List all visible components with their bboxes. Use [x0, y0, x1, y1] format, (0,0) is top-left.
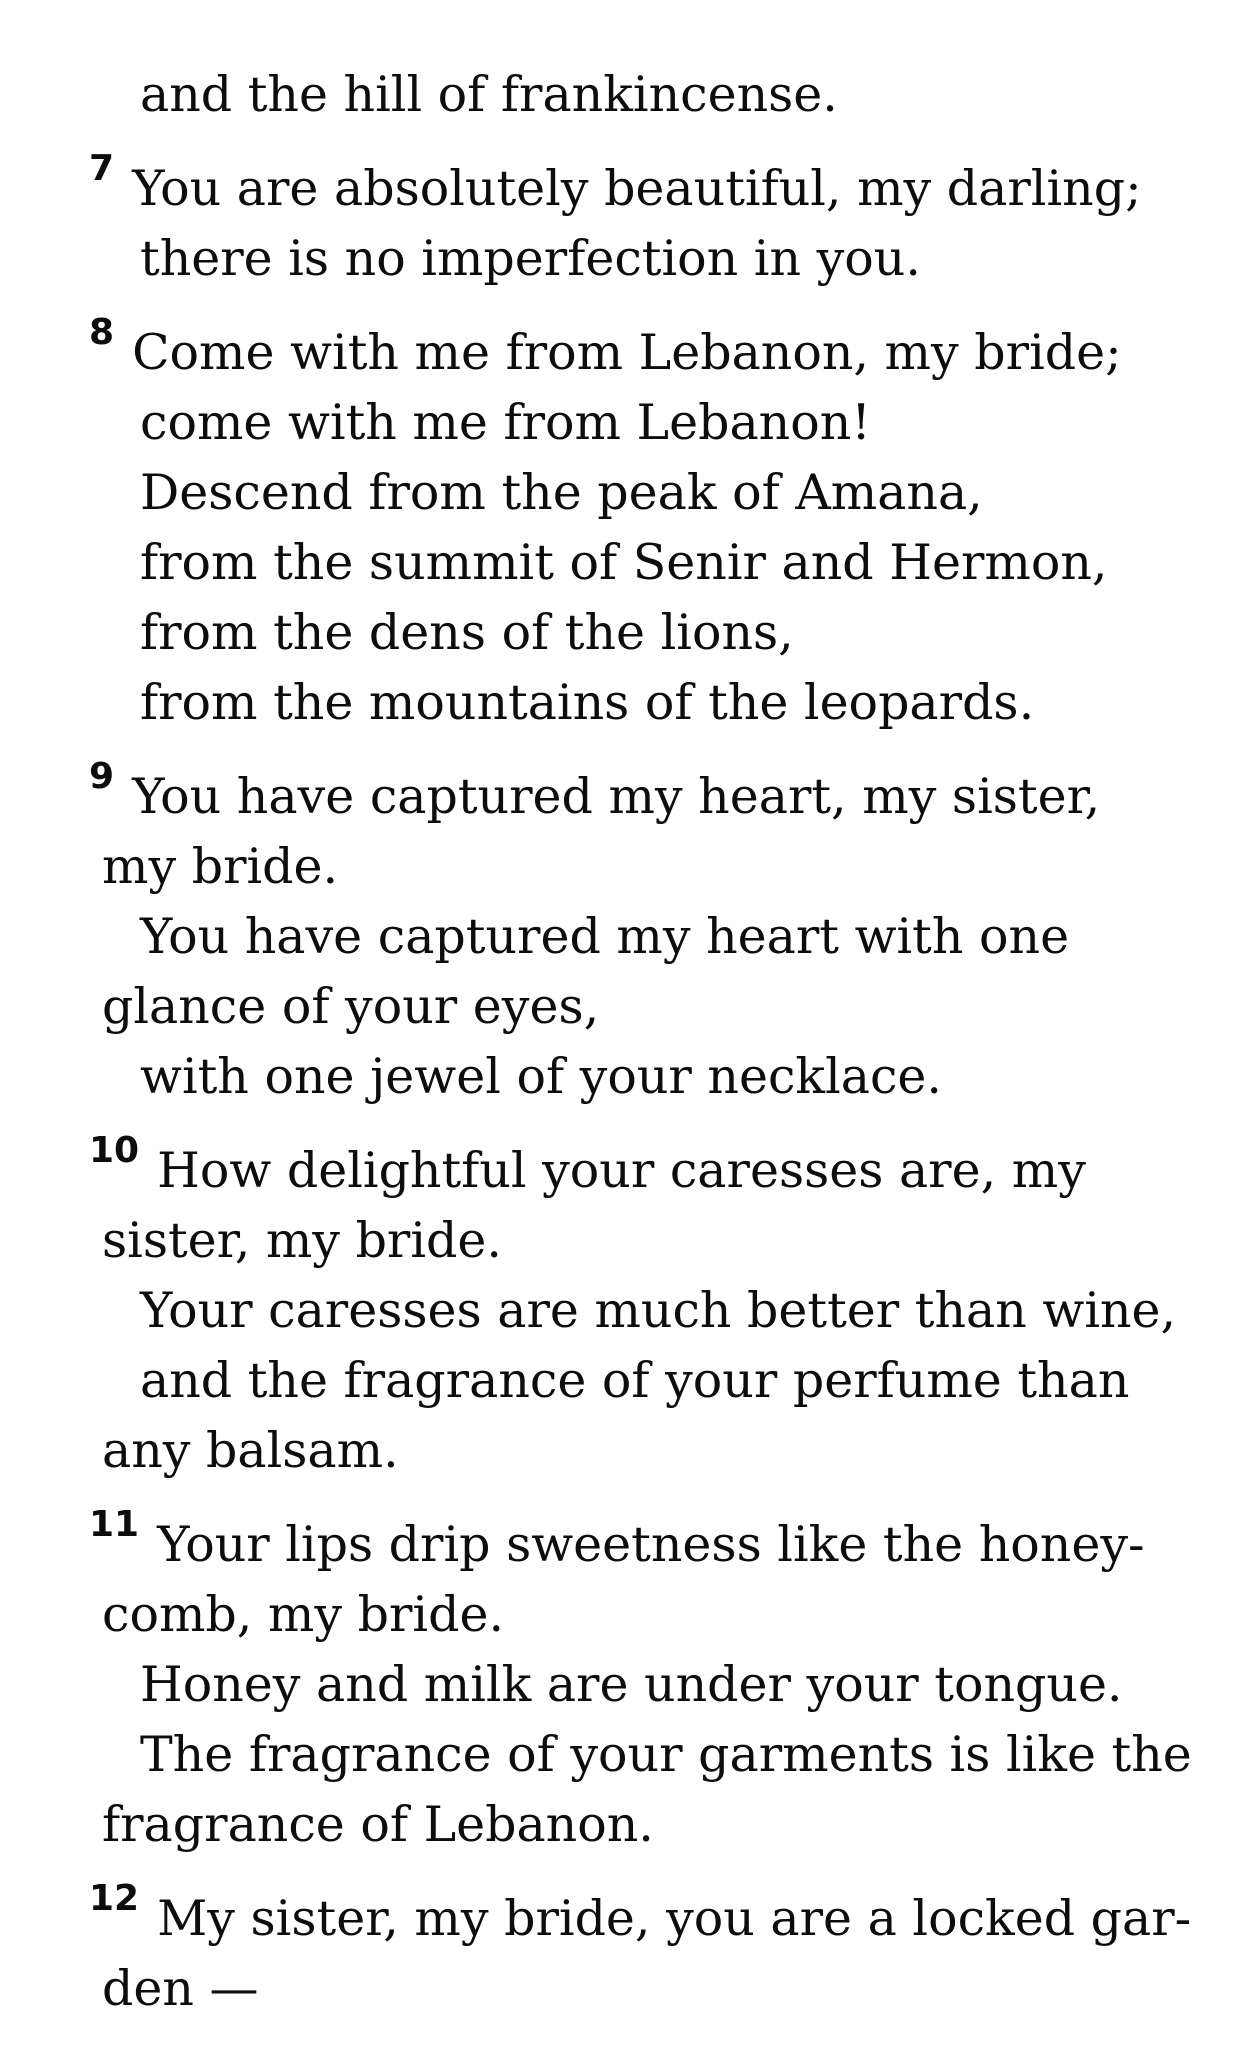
verse-text: there is no imperfection in you.: [140, 230, 921, 287]
poetry-line-verse-start: [0, 1504, 1212, 1580]
verse-text: Descend from the peak of Amana,: [140, 464, 983, 521]
verse-number: 7: [89, 148, 115, 189]
poetry-line: [0, 598, 1212, 668]
verse-number: 10: [89, 1130, 140, 1171]
verse-text: Your lips drip sweetness like the honey-: [157, 1516, 1145, 1573]
poetry-line: [0, 668, 1212, 738]
verse-number: 9: [89, 756, 115, 797]
verse-text: You have captured my heart, my sister,: [132, 768, 1101, 825]
verse-text: Your caresses are much better than wine,: [140, 1282, 1177, 1339]
verse-text: from the mountains of the leopards.: [140, 674, 1035, 731]
verse-number: 8: [89, 312, 115, 353]
verse-text: You are absolutely beautiful, my darling;: [132, 160, 1142, 217]
verse-text: How delightful your caresses are, my: [157, 1142, 1086, 1199]
verse-text: My sister, my bride, you are a locked gar-: [157, 1890, 1192, 1947]
poetry-line: [0, 1276, 1212, 1346]
poetry-line: [0, 902, 1212, 972]
poetry-line: [0, 60, 1212, 130]
verse-text: any balsam.: [102, 1422, 399, 1479]
verse-text: from the dens of the lions,: [140, 604, 794, 661]
verse-text: The fragrance of your garments is like the: [140, 1726, 1192, 1783]
poetry-line: [0, 1042, 1212, 1112]
poetry-line-verse-start: [0, 756, 1212, 832]
verse-text: and the fragrance of your perfume than: [140, 1352, 1130, 1409]
poetry-line: [0, 528, 1212, 598]
poetry-passage: [0, 60, 1212, 2024]
poetry-line: [0, 1206, 1212, 1276]
verse-text: with one jewel of your necklace.: [140, 1048, 942, 1105]
verse-text: Come with me from Lebanon, my bride;: [132, 324, 1122, 381]
verse-number: 11: [89, 1504, 140, 1545]
verse-text: come with me from Lebanon!: [140, 394, 871, 451]
verse-text: Honey and milk are under your tongue.: [140, 1656, 1123, 1713]
verse-text: fragrance of Lebanon.: [102, 1796, 654, 1853]
verse-text: sister, my bride.: [102, 1212, 502, 1269]
verse-text: my bride.: [102, 838, 339, 895]
verse-text: from the summit of Senir and Hermon,: [140, 534, 1108, 591]
poetry-line: [0, 1720, 1212, 1790]
poetry-line: [0, 972, 1212, 1042]
poetry-line-verse-start: [0, 1130, 1212, 1206]
poetry-line: [0, 458, 1212, 528]
poetry-line: [0, 224, 1212, 294]
verse-text: and the hill of frankincense.: [140, 66, 838, 123]
poetry-line-verse-start: [0, 148, 1212, 224]
poetry-line: [0, 1416, 1212, 1486]
poetry-line: [0, 1650, 1212, 1720]
verse-text: den —: [102, 1960, 259, 2017]
poetry-line: [0, 388, 1212, 458]
poetry-line: [0, 1790, 1212, 1860]
verse-text: comb, my bride.: [102, 1586, 505, 1643]
poetry-line-verse-start: [0, 312, 1212, 388]
verse-text: You have captured my heart with one: [140, 908, 1070, 965]
poetry-line-verse-start: [0, 1878, 1212, 1954]
poetry-line: [0, 1346, 1212, 1416]
poetry-line: [0, 1954, 1212, 2024]
verse-text: glance of your eyes,: [102, 978, 600, 1035]
poetry-line: [0, 832, 1212, 902]
poetry-line: [0, 1580, 1212, 1650]
verse-number: 12: [89, 1878, 140, 1919]
